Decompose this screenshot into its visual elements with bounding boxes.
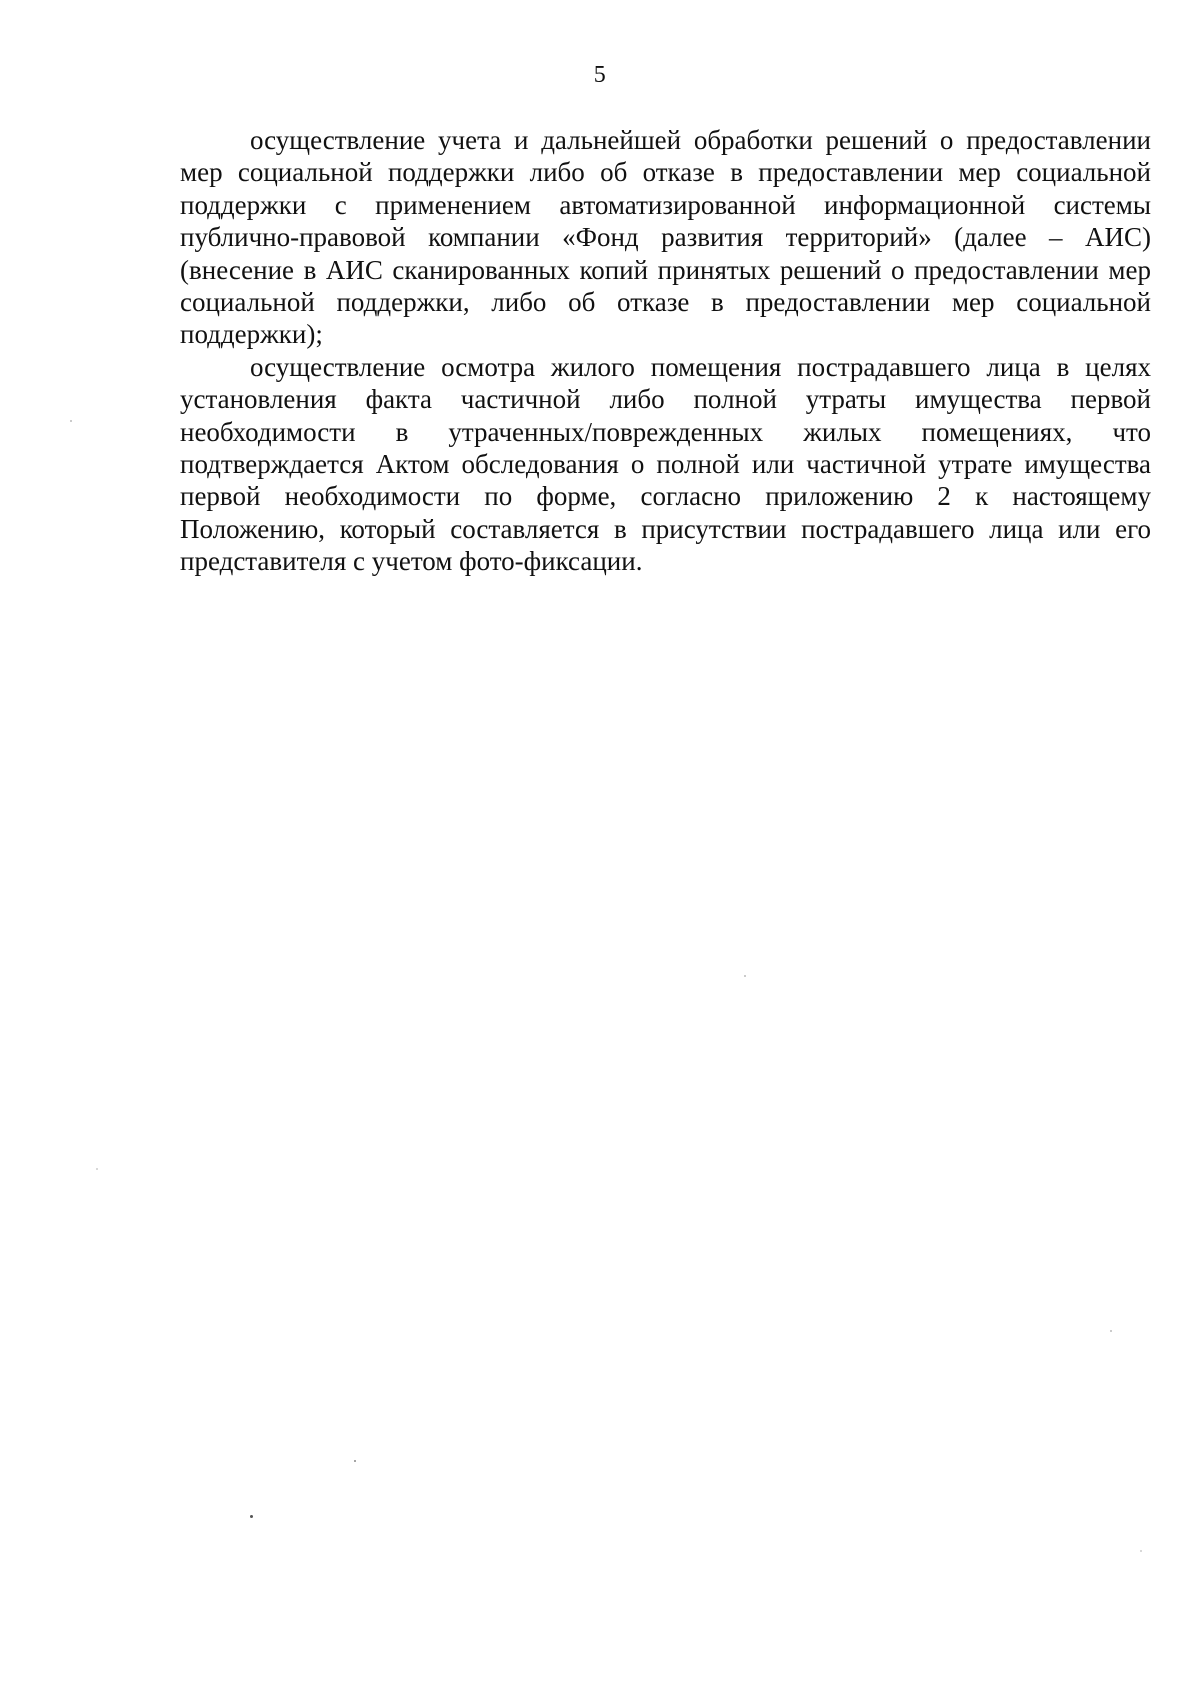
scan-speck (744, 975, 746, 977)
paragraph-ais-processing: осуществление учета и дальнейшей обработки решений о предоставлении мер социальной поддержки либо об отказе в предоставлении мер социальной поддержки с применением автоматизированной информационной системы публично-правовой компании «Фонд развития территорий» (далее – АИС) (внесение в АИС сканированных копий принятых решений о предоставлении мер социальной поддержки, либо об отказе в предоставлении мер социальной поддержки); (180, 125, 1151, 350)
scan-speck (1140, 1550, 1142, 1552)
scan-speck (354, 1460, 356, 1462)
scan-speck (96, 1168, 98, 1170)
scan-speck (250, 1515, 253, 1518)
document-body (180, 124, 1151, 578)
page-number: 5 (593, 62, 607, 88)
scan-speck (1110, 1330, 1112, 1332)
scan-speck (70, 420, 72, 422)
paragraph-inspection: осуществление осмотра жилого помещения пострадавшего лица в целях установления факта частичной либо полной утраты имущества первой необходимости в утраченных/поврежденных жилых помещениях, что подтверждается Актом обследования о полной или частичной утрате имущества первой необходимости по форме, согласно приложению 2 к настоящему Положению, который составляется в присутствии пострадавшего лица или его представителя с учетом фото-фиксации. (180, 351, 1151, 577)
